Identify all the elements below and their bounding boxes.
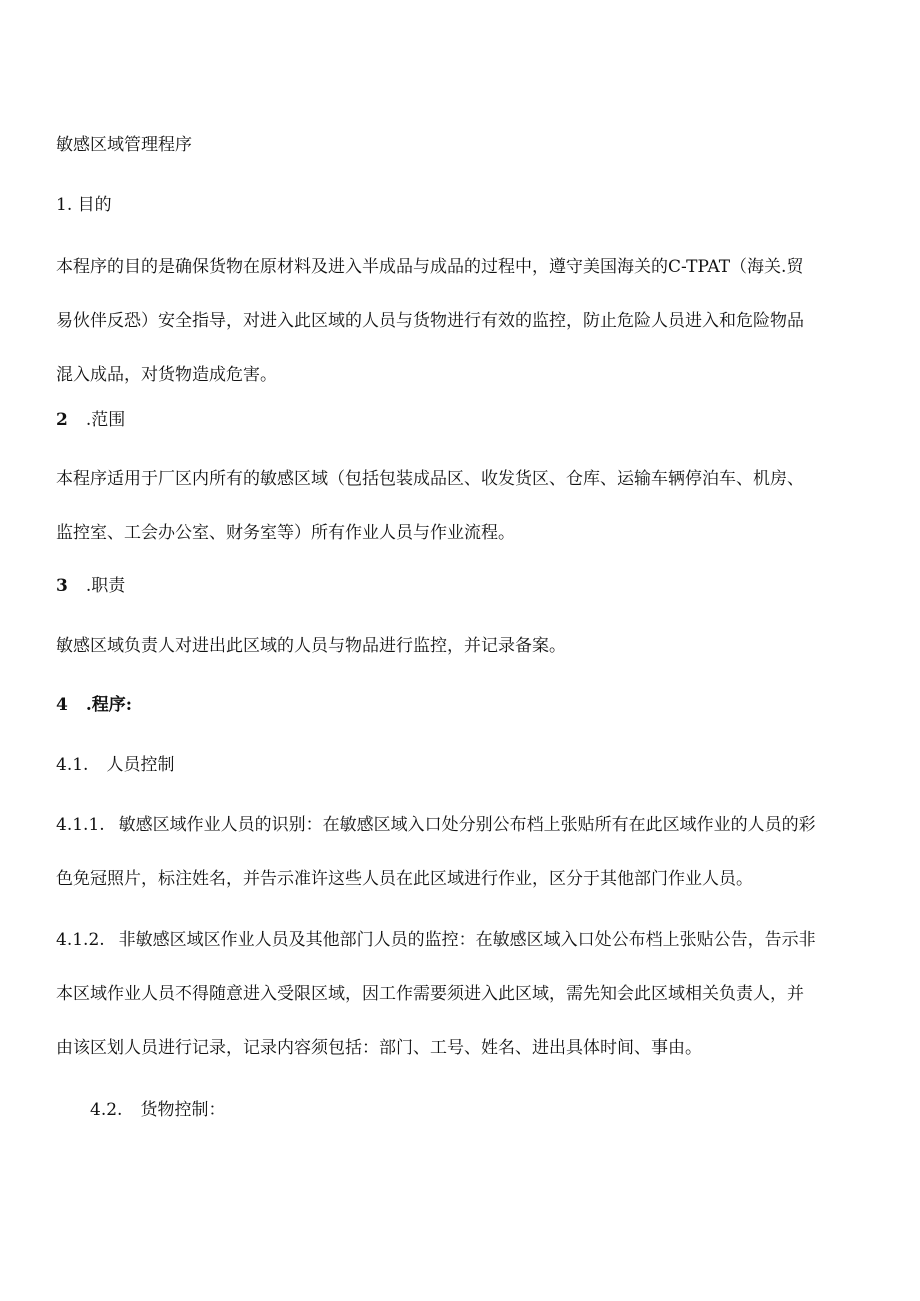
subsection-4-1-heading [56, 752, 882, 778]
section-1-number: 1. [56, 195, 73, 215]
section-2-title: .范围 [85, 410, 126, 430]
section-3-number: 3 [56, 576, 68, 596]
subsection-4-1-2-number: 4.1.2. [56, 930, 105, 950]
section-4-title: .程序: [85, 695, 133, 715]
subsection-4-1-1-line: 色免冠照片，标注姓名，并告示准许这些人员在此区域进行作业，区分于其他部门作业人员。 [56, 869, 753, 889]
subsection-4-2-heading [90, 1097, 870, 1123]
section-1-heading [56, 192, 882, 218]
section-3-body: 敏感区域负责人对进出此区域的人员与物品进行监控，并记录备案。 [56, 636, 566, 656]
subsection-4-1-2-line: 本区域作业人员不得随意进入受限区域，因工作需要须进入此区域，需先知会此区域相关负责人，并 [56, 984, 804, 1004]
section-2-body [56, 452, 882, 560]
subsection-4-1-1-line [56, 798, 882, 852]
section-1-body [56, 240, 882, 402]
section-2-heading [56, 407, 882, 433]
subsection-4-1-title: 人员控制 [106, 755, 175, 775]
section-4-number: 4 [56, 695, 68, 715]
subsection-4-1-2-line [56, 913, 882, 967]
section-1-title: 目的 [77, 195, 112, 215]
subsection-4-1-number: 4.1. [56, 755, 89, 775]
subsection-4-1-2-line: 由该区划人员进行记录，记录内容须包括：部门、工号、姓名、进出具体时间、事由。 [56, 1038, 702, 1058]
section-2-line: 监控室、工会办公室、财务室等）所有作业人员与作业流程。 [56, 523, 515, 543]
subsection-4-2-number: 4.2. [90, 1100, 123, 1120]
section-1-line: 易伙伴反恐）安全指导，对进入此区域的人员与货物进行有效的监控，防止危险人员进入和危险物品 [56, 311, 804, 331]
section-2-number: 2 [56, 410, 68, 430]
section-1-line: 本程序的目的是确保货物在原材料及进入半成品与成品的过程中，遵守美国海关的C-TPAT（海关.贸 [56, 257, 804, 277]
subsection-4-2-title: 货物控制： [140, 1100, 226, 1120]
subsection-4-1-2-text: 非敏感区域区作业人员及其他部门人员的监控：在敏感区域入口处公布档上张贴公告，告示非 [118, 930, 816, 950]
section-3-title: .职责 [85, 576, 126, 596]
document-title: 敏感区域管理程序 [56, 135, 192, 155]
section-2-line: 本程序适用于厂区内所有的敏感区域（包括包装成品区、收发货区、仓库、运输车辆停泊车、机房、 [56, 469, 804, 489]
section-4-heading [56, 692, 882, 718]
subsection-4-1-1-body [56, 798, 882, 906]
section-1-line: 混入成品，对货物造成危害。 [56, 365, 277, 385]
subsection-4-1-1-number: 4.1.1. [56, 815, 105, 835]
subsection-4-1-1-text: 敏感区域作业人员的识别：在敏感区域入口处分别公布档上张贴所有在此区域作业的人员的彩 [118, 815, 816, 835]
section-3-heading [56, 573, 882, 599]
subsection-4-1-2-body [56, 913, 882, 1075]
